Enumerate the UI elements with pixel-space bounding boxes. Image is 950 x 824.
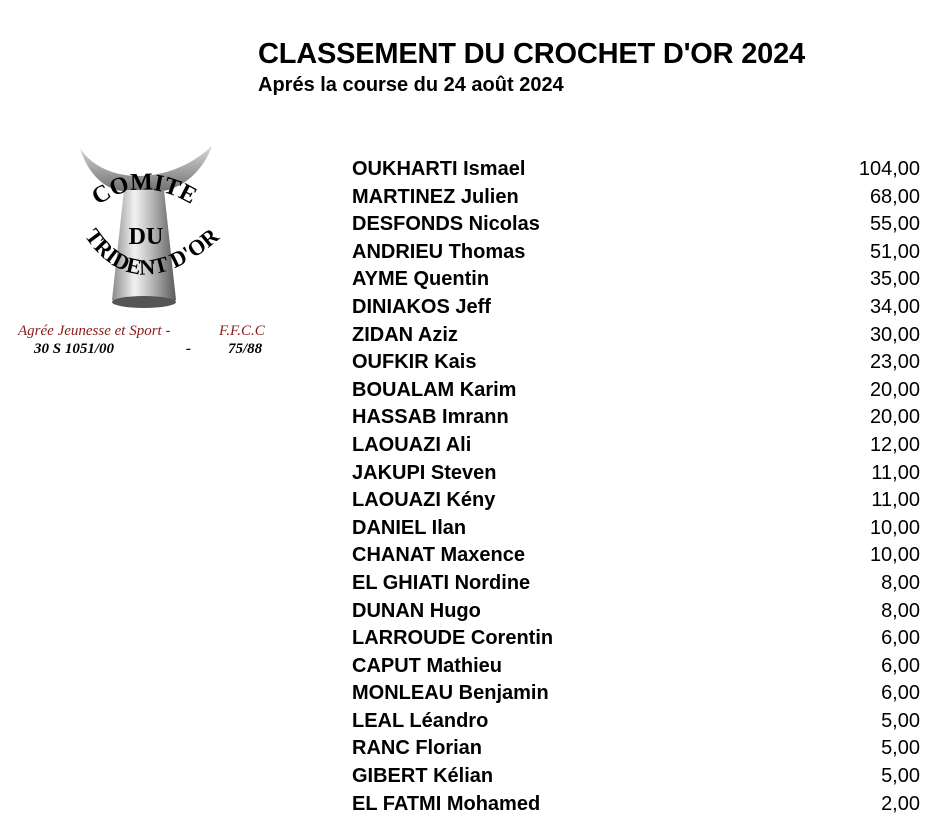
rider-name: CHANAT Maxence bbox=[352, 544, 525, 567]
rider-points: 104,00 bbox=[858, 158, 920, 180]
page-title: CLASSEMENT DU CROCHET D'OR 2024 bbox=[258, 38, 805, 70]
rider-name: ANDRIEU Thomas bbox=[352, 240, 526, 263]
ranking-row bbox=[352, 680, 920, 708]
rider-name: GIBERT Kélian bbox=[352, 765, 494, 788]
ranking-row bbox=[352, 460, 920, 488]
ranking-row bbox=[352, 404, 920, 432]
logo-text-comite: COMITE bbox=[87, 169, 201, 211]
rider-name: MARTINEZ Julien bbox=[352, 185, 519, 208]
rider-points: 20,00 bbox=[869, 378, 920, 401]
rider-name: BOUALAM Karim bbox=[352, 378, 517, 401]
rider-points: 5,00 bbox=[881, 709, 920, 732]
rider-name: OUKHARTI Ismael bbox=[352, 158, 526, 180]
agrement-number: 30 S 1051/00 bbox=[34, 341, 115, 357]
ranking-row bbox=[352, 211, 920, 239]
rider-points: 2,00 bbox=[881, 792, 920, 815]
ranking-row bbox=[352, 349, 920, 377]
trident-emblem-icon bbox=[8, 140, 298, 330]
rider-points: 8,00 bbox=[881, 599, 920, 622]
ranking-row bbox=[352, 487, 920, 515]
rider-points: 51,00 bbox=[869, 240, 920, 263]
rider-points: 11,00 bbox=[871, 489, 920, 512]
rider-points: 11,00 bbox=[871, 461, 920, 484]
rider-name: DUNAN Hugo bbox=[352, 599, 481, 622]
logo-text-trident: TRIDENT D'OR bbox=[80, 222, 224, 280]
ranking-row bbox=[352, 763, 920, 791]
ranking-row bbox=[352, 542, 920, 570]
rider-name: LAOUAZI Ali bbox=[352, 433, 472, 456]
rider-name: JAKUPI Steven bbox=[352, 461, 497, 484]
rider-points: 23,00 bbox=[869, 351, 920, 374]
ranking-list bbox=[352, 156, 920, 818]
rider-points: 5,00 bbox=[881, 765, 920, 788]
rider-points: 8,00 bbox=[881, 571, 920, 594]
rider-points: 20,00 bbox=[869, 406, 920, 429]
rider-points: 6,00 bbox=[881, 627, 920, 650]
rider-points: 10,00 bbox=[869, 516, 920, 539]
ranking-row bbox=[352, 570, 920, 598]
rider-points: 12,00 bbox=[869, 433, 920, 456]
ranking-row bbox=[352, 156, 920, 184]
rider-name: MONLEAU Benjamin bbox=[352, 682, 549, 705]
ranking-row bbox=[352, 184, 920, 212]
rider-name: ZIDAN Aziz bbox=[352, 323, 458, 346]
rider-points: 10,00 bbox=[869, 544, 920, 567]
rider-name: CAPUT Mathieu bbox=[352, 654, 502, 677]
ranking-row bbox=[352, 239, 920, 267]
rider-points: 68,00 bbox=[869, 185, 920, 208]
logo-text-du: DU bbox=[128, 224, 164, 250]
rider-points: 6,00 bbox=[881, 682, 920, 705]
ranking-row bbox=[352, 735, 920, 763]
rider-points: 35,00 bbox=[869, 268, 920, 291]
ranking-row bbox=[352, 625, 920, 653]
rider-points: 6,00 bbox=[881, 654, 920, 677]
rider-points: 55,00 bbox=[869, 213, 920, 236]
ranking-row bbox=[352, 377, 920, 405]
rider-points: 34,00 bbox=[869, 295, 920, 318]
federation-number: 75/88 bbox=[228, 341, 263, 357]
rider-name: HASSAB Imrann bbox=[352, 406, 509, 429]
ranking-row bbox=[352, 708, 920, 736]
ranking-row bbox=[352, 598, 920, 626]
ranking-row bbox=[352, 266, 920, 294]
rider-name: AYME Quentin bbox=[352, 268, 490, 291]
rider-name: DINIAKOS Jeff bbox=[352, 295, 491, 318]
agrement-label: Agrée Jeunesse et Sport - bbox=[18, 323, 171, 339]
ranking-row bbox=[352, 653, 920, 681]
ranking-row bbox=[352, 432, 920, 460]
ranking-row bbox=[352, 322, 920, 350]
rider-name: DANIEL Ilan bbox=[352, 516, 467, 539]
ranking-row bbox=[352, 791, 920, 819]
ranking-row bbox=[352, 294, 920, 322]
rider-name: LEAL Léandro bbox=[352, 709, 489, 732]
rider-points: 5,00 bbox=[881, 737, 920, 760]
page-subtitle: Aprés la course du 24 août 2024 bbox=[258, 74, 564, 96]
ranking-row bbox=[352, 515, 920, 543]
rider-name: EL GHIATI Nordine bbox=[352, 571, 531, 594]
rider-points: 30,00 bbox=[869, 323, 920, 346]
rider-name: RANC Florian bbox=[352, 737, 482, 760]
rider-name: OUFKIR Kais bbox=[352, 351, 477, 374]
rider-name: LARROUDE Corentin bbox=[352, 627, 554, 650]
caption-separator: - bbox=[186, 341, 191, 357]
rider-name: LAOUAZI Kény bbox=[352, 489, 496, 512]
rider-name: DESFONDS Nicolas bbox=[352, 213, 540, 236]
rider-name: EL FATMI Mohamed bbox=[352, 792, 541, 815]
federation-label: F.F.C.C bbox=[219, 323, 265, 339]
